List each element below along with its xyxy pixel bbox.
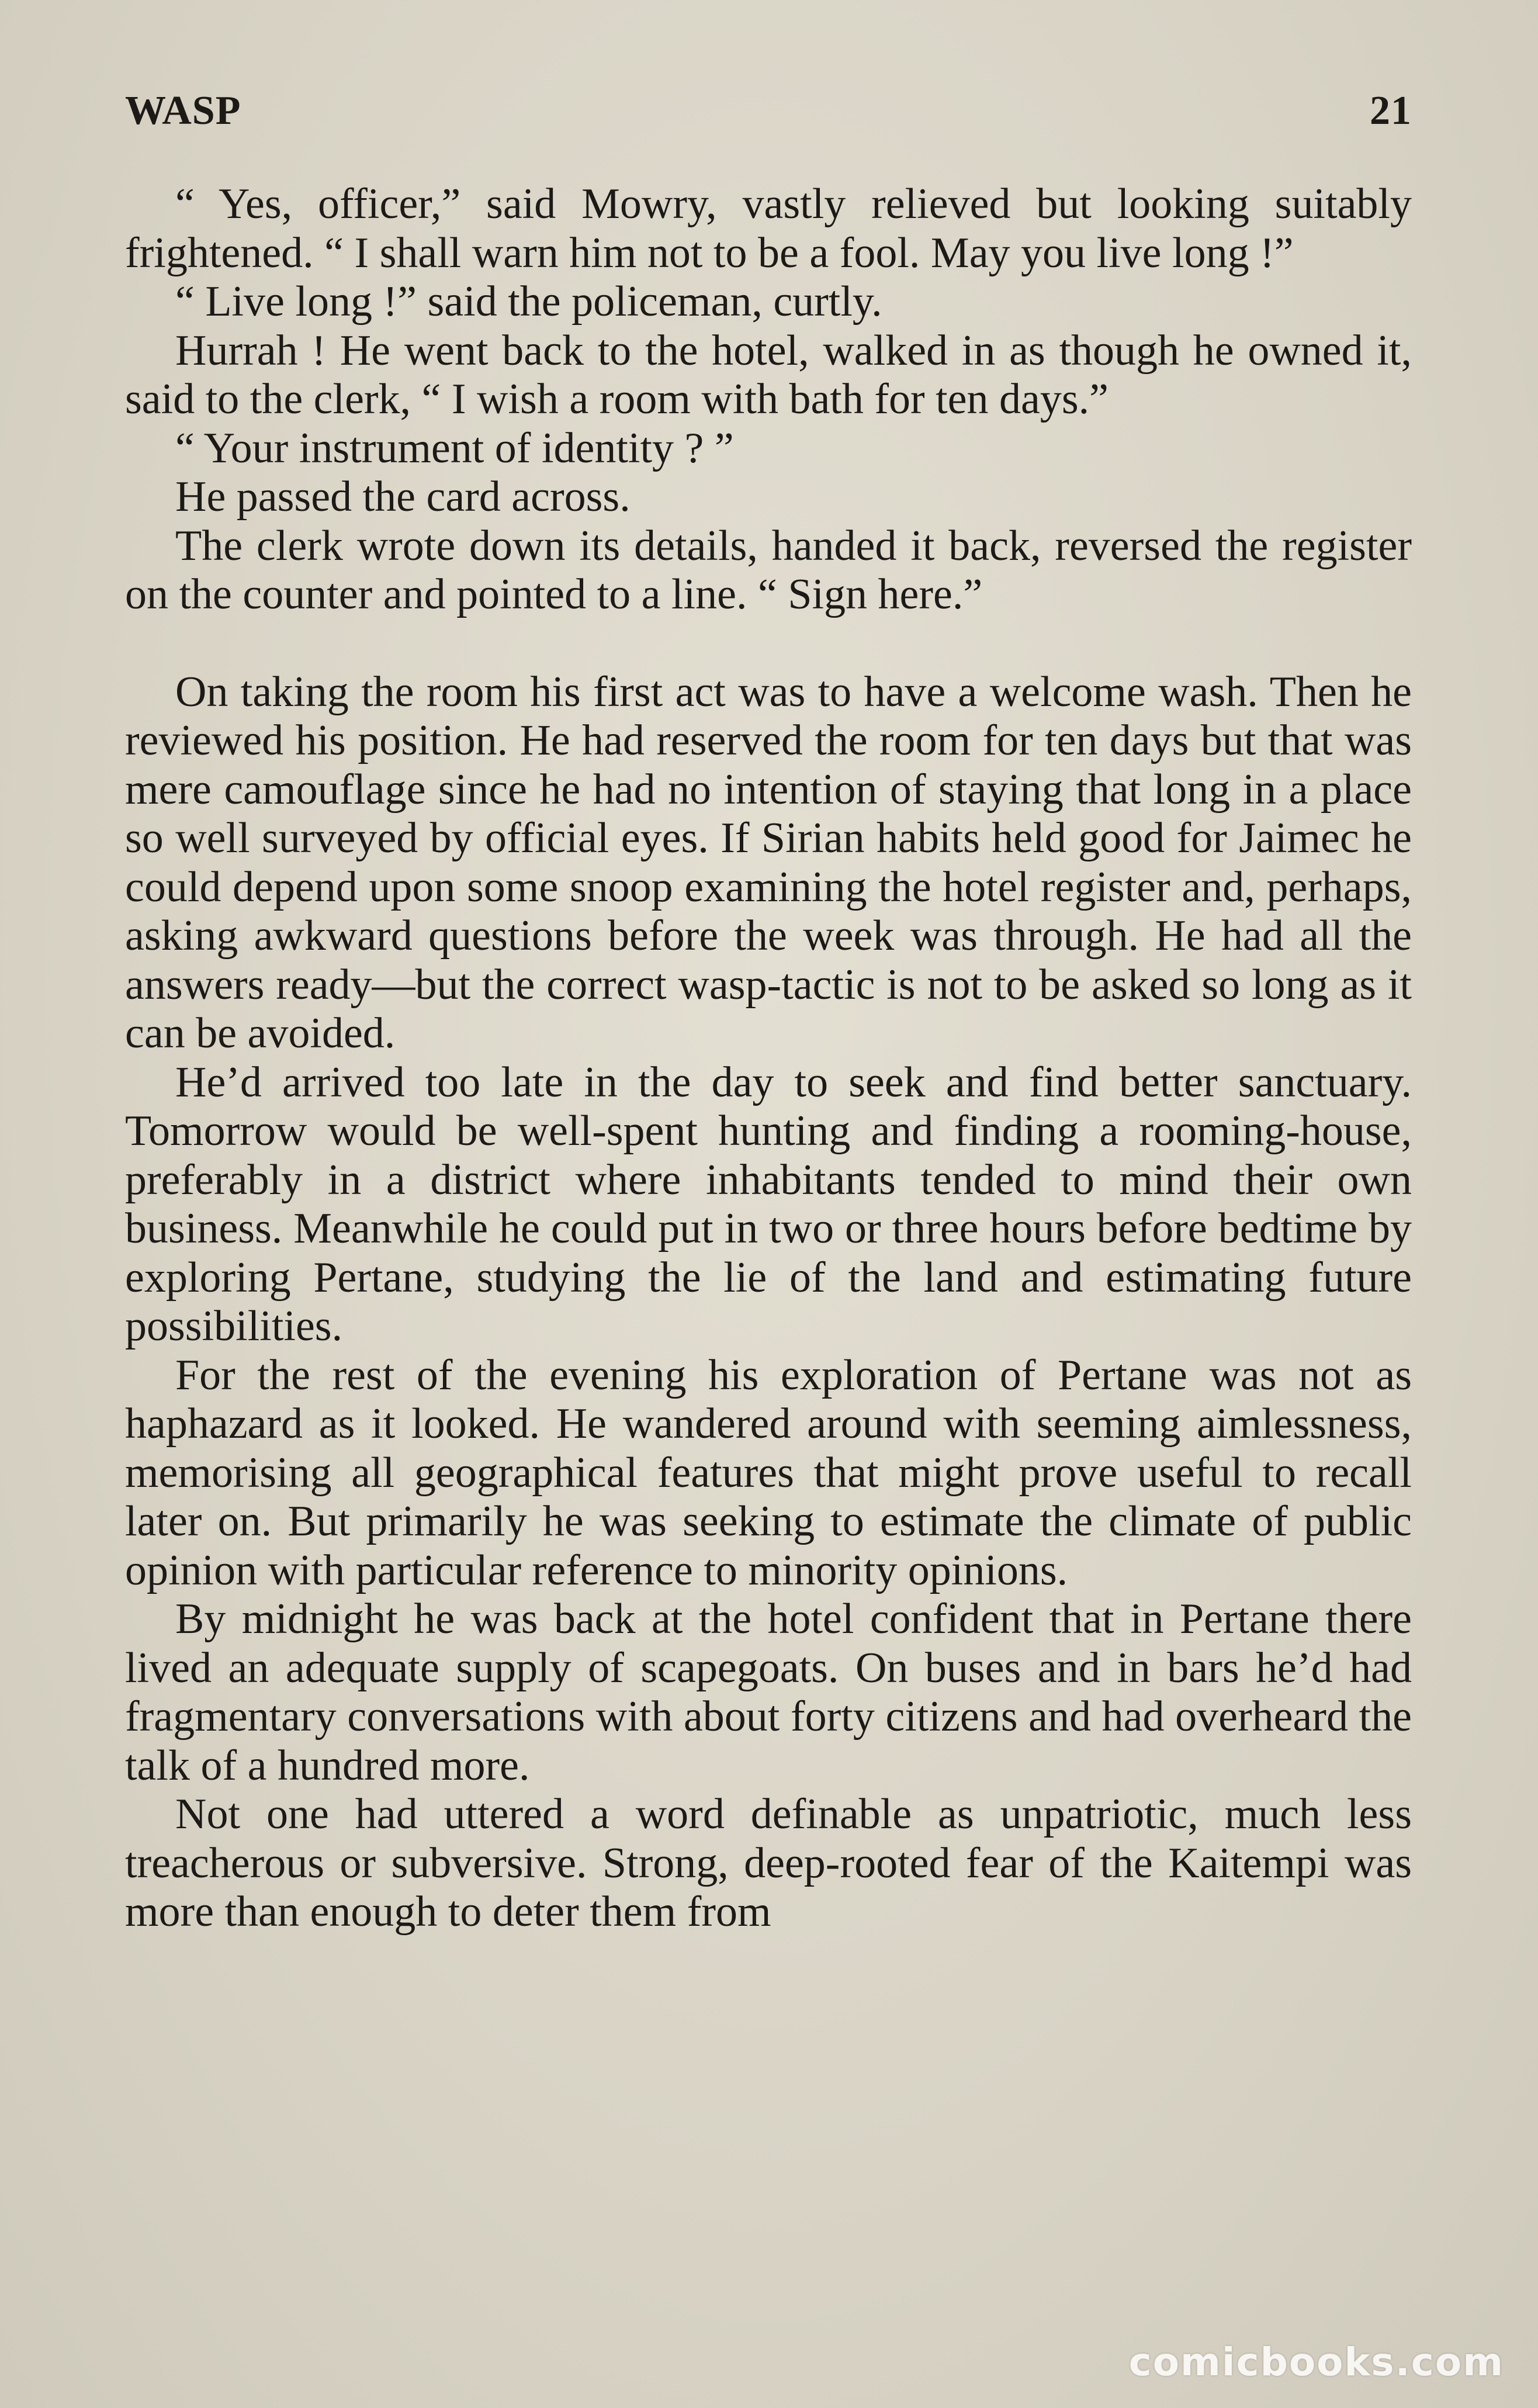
- paragraph: On taking the room his first act was to have a welcome wash. Then he reviewed his position. He had reserved the room for ten days but that was mere camouflage since he had no intention of staying that long in a place so well surveyed by official eyes. If Sirian habits held good for Jaimec he could depend upon some snoop examining the hotel register and, perhaps, asking awkward questions before the week was through. He had all the answers ready—but the correct wasp-tactic is not to be asked so long as it can be avoided.: [125, 667, 1412, 1057]
- page-number: 21: [1370, 88, 1412, 133]
- body-text: [125, 180, 1412, 1937]
- paragraph: “ Yes, officer,” said Mowry, vastly relieved but looking suitably frightened. “ I shall warn him not to be a fool. May you live long !”: [125, 180, 1412, 277]
- paragraph: He’d arrived too late in the day to seek and find better sanctuary. Tomorrow would be well-spent hunting and finding a rooming-house, preferably in a district where inhabitants tended to mind their own business. Meanwhile he could put in two or three hours before bedtime by exploring Pertane, studying the lie of the land and estimating future possibilities.: [125, 1058, 1412, 1350]
- paragraph: “ Your instrument of identity ? ”: [175, 424, 734, 472]
- running-header: [125, 88, 1412, 146]
- watermark: comicbooks.com: [1128, 2340, 1504, 2385]
- paragraph: Hurrah ! He went back to the hotel, walked in as though he owned it, said to the clerk, “ I wish a room with bath for ten days.”: [125, 326, 1412, 423]
- paragraph: By midnight he was back at the hotel confident that in Pertane there lived an adequate supply of scapegoats. On buses and in bars he’d had fragmentary conversations with about forty citizens and had overheard the talk of a hundred more.: [125, 1595, 1412, 1790]
- book-page: [125, 88, 1412, 1937]
- paragraph: The clerk wrote down its details, handed it back, reversed the register on the counter and pointed to a line. “ Sign here.”: [125, 521, 1412, 618]
- paragraph: “ Live long !” said the policeman, curtly.: [175, 278, 882, 326]
- paragraph: For the rest of the evening his exploration of Pertane was not as haphazard as it looked. He wandered around with seeming aimlessness, memorising all geographical features that might prove useful to recall later on. But primarily he was seeking to estimate the climate of public opinion with particular reference to minority opinions.: [125, 1351, 1412, 1594]
- paragraph: He passed the card across.: [175, 473, 631, 521]
- book-title: WASP: [125, 88, 241, 133]
- paragraph: Not one had uttered a word definable as unpatriotic, much less treacherous or subversive. Strong, deep-rooted fear of the Kaitempi was more than enough to deter them from: [125, 1790, 1412, 1936]
